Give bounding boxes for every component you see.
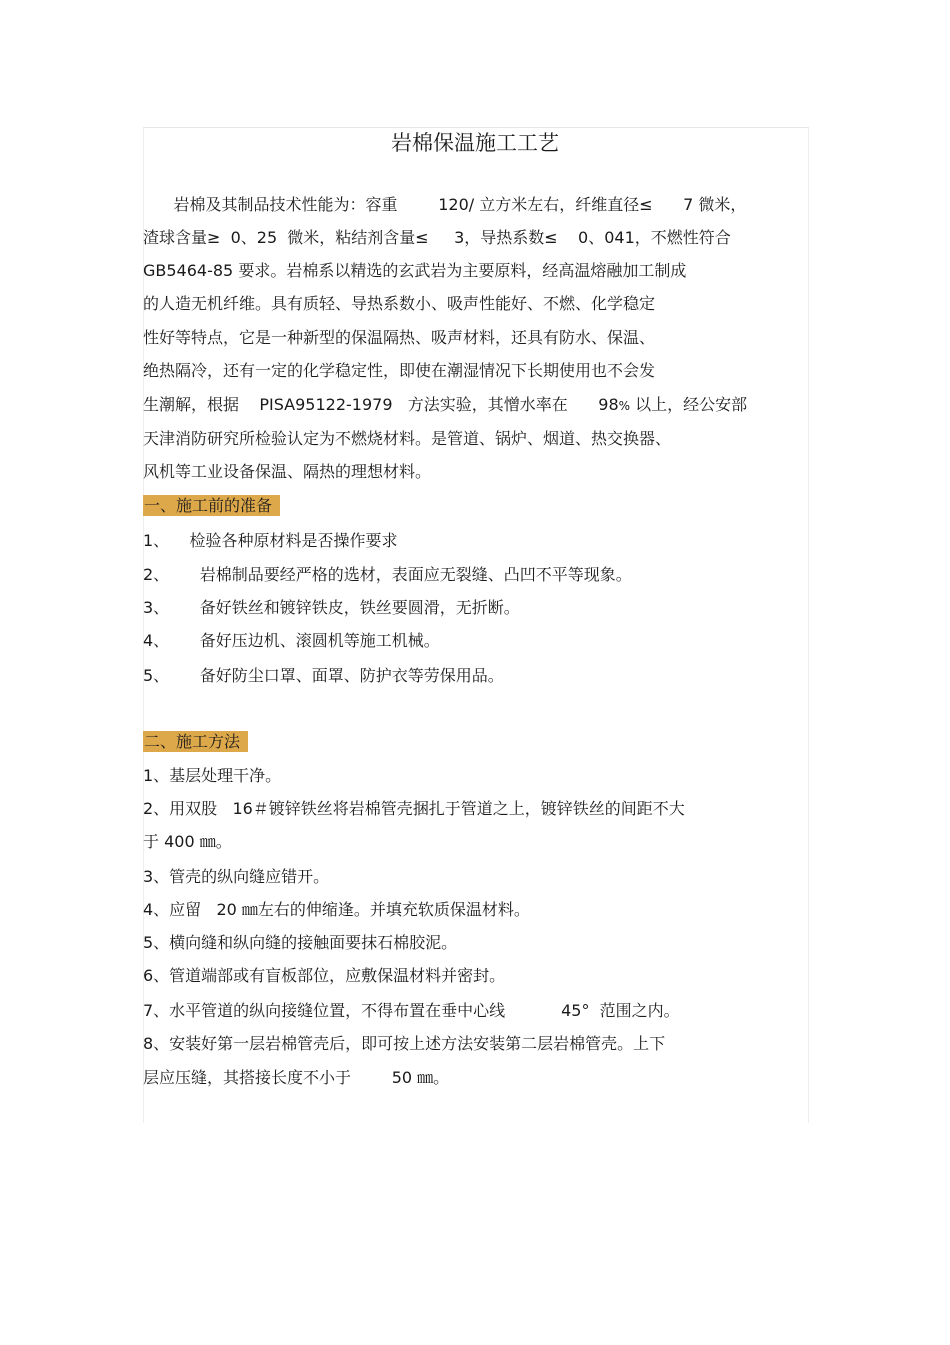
- intro-line-7: [143, 394, 747, 417]
- section-heading: [143, 495, 280, 517]
- section-heading-1: 一、施工前的准备: [143, 495, 280, 516]
- list-item: 3、 备好铁丝和镀锌铁皮，铁丝要圆滑，无折断。: [143, 598, 520, 617]
- intro-line: 天津消防研究所检验认定为不燃烧材料。是管道、锅炉、烟道、热交换器、: [143, 429, 672, 448]
- list-item: 1、 检验各种原材料是否操作要求: [143, 531, 398, 550]
- list-item: 3、管壳的纵向缝应错开。: [143, 867, 330, 886]
- list-item: 于 400 ㎜。: [143, 832, 232, 851]
- intro-line-tail: 以上，经公安部: [630, 395, 748, 414]
- list-item: 4、应留 20 ㎜左右的伸缩逢。并填充软质保温材料。: [143, 900, 530, 919]
- list-item: 5、 备好防尘口罩、面罩、防护衣等劳保用品。: [143, 666, 504, 685]
- percent-sign: %: [618, 399, 631, 413]
- list-item: 6、管道端部或有盲板部位，应敷保温材料并密封。: [143, 966, 506, 985]
- section-heading: [143, 731, 248, 753]
- list-item: 2、 岩棉制品要经严格的选材，表面应无裂缝、凸凹不平等现象。: [143, 565, 632, 584]
- list-item: 7、水平管道的纵向接缝位置，不得布置在垂中心线 45° 范围之内。: [143, 1001, 680, 1020]
- section-heading-2: 二、施工方法: [143, 731, 248, 752]
- intro-line: 绝热隔冷，还有一定的化学稳定性，即使在潮湿情况下长期使用也不会发: [143, 361, 656, 380]
- intro-line: 生潮解，根据 PISA95122-1979 方法实验，其憎水率在 98: [143, 395, 619, 414]
- intro-line: GB5464-85 要求。岩棉系以精选的玄武岩为主要原料，经高温熔融加工制成: [143, 261, 687, 280]
- document-title: 岩棉保温施工工艺: [391, 131, 559, 155]
- list-item: 8、安装好第一层岩棉管壳后，即可按上述方法安装第二层岩棉管壳。上下: [143, 1034, 666, 1053]
- list-item: 5、横向缝和纵向缝的接触面要抹石棉胶泥。: [143, 933, 458, 952]
- intro-line: 的人造无机纤维。具有质轻、导热系数小、吸声性能好、不燃、化学稳定: [143, 294, 656, 313]
- intro-line: 性好等特点，它是一种新型的保温隔热、吸声材料，还具有防水、保温、: [143, 328, 656, 347]
- list-item: 1、基层处理干净。: [143, 766, 282, 785]
- list-item: 4、 备好压边机、滚圆机等施工机械。: [143, 631, 440, 650]
- intro-line: 岩棉及其制品技术性能为：容重 120/ 立方米左右，纤维直径≤ 7 微米，: [143, 195, 747, 214]
- list-item: 2、用双股 16＃镀锌铁丝将岩棉管壳捆扎于管道之上，镀锌铁丝的间距不大: [143, 799, 685, 818]
- intro-line: 风机等工业设备保温、隔热的理想材料。: [143, 462, 432, 481]
- list-item: 层应压缝，其搭接长度不小于 50 ㎜。: [143, 1068, 450, 1087]
- intro-line: 渣球含量≥ 0、25 微米，粘结剂含量≤ 3，导热系数≤ 0、041，不燃性符合: [143, 228, 731, 247]
